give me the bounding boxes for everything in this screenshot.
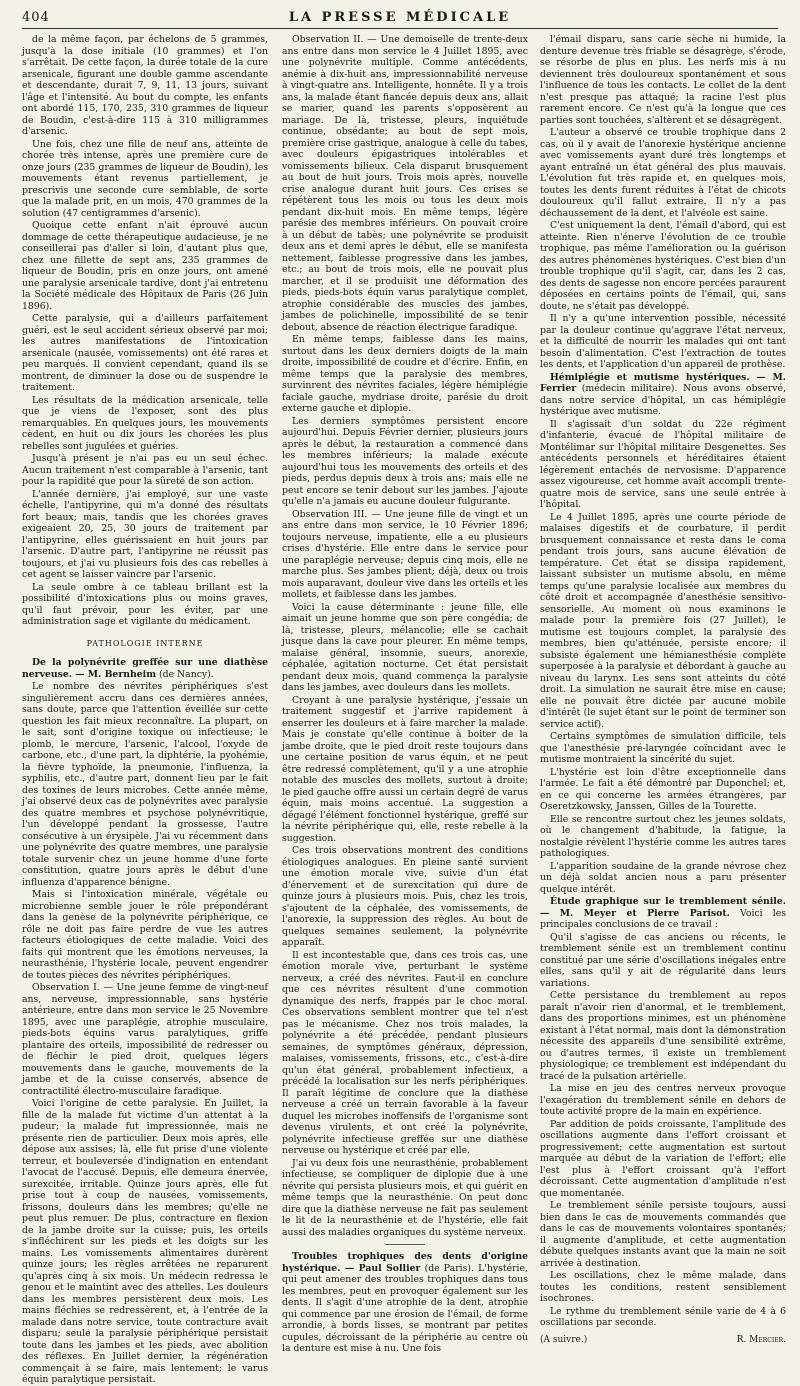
- section-title: PATHOLOGIE INTERNE: [86, 638, 204, 648]
- article-city: (de Paris).: [424, 1262, 474, 1274]
- to-be-continued: (A suivre.): [540, 1334, 588, 1345]
- paragraph: Cette persistance du tremblement au repos paraît n'avoir rien d'anormal, et le tremblement, dans des proportions minimes, est un phénomène existant à l'état normal, mais dont la démonstration nécessite des appareils d'une sensibilité extrême, ou d'autres termes, il existe un tremblement physiologique; ce tremblement est indépendant du tracé de la pulsation artérielle.: [540, 990, 786, 1082]
- paragraph: Mais si l'intoxication minérale, végétale ou microbienne semble jouer le rôle prépondérant dans la genèse de la polynévrite périphérique, ce rôle ne doit pas faire perdre de vue les autres facteurs étiologiques de cette maladie. Voici des faits qui montrent que les émotions nerveuses, la neurasthénie, l'hystérie locale, peuvent engendrer de toutes pièces des névrites périphériques.: [22, 889, 268, 981]
- paragraph: L'auteur a observé ce trouble trophique dans 2 cas, où il y avait de l'anorexie hystérique ancienne avec vomissements ayant duré très longtemps et ayant entraîné un état général des plus mauvais. L'évolution fut très rapide et, en quelques mois, toutes les dents furent réduites à l'état de chicots douloureux qu'il fallut extraire. Il n'y a pas déchaussement de la dent, et l'alvéole est saine.: [540, 127, 786, 219]
- paragraph: Voici la cause déterminante : jeune fille, elle aimait un jeune homme que son père congédia; de là, tristesse, pleurs, mélancolie; elle se cachait jusque dans la cave pour pleurer. En même temps, malaise général, insomnie, sueurs, anorexie, céphalée, agitation nocturne. Cet état persistait pendant deux mois, quand commença la paralysie dans les jambes, avec douleurs dans les mollets.: [282, 601, 528, 693]
- paragraph: J'ai vu deux fois une neurasthénie, probablement infectieuse, se compliquer de diplopie due à une névrite qui persista plusieurs mois, et qui guérit en même temps que la neurasthénie. On peut donc dire que la diathèse nerveuse ne fait pas seulement le lit de la neurasthénie et de l'hystérie, elle fait aussi des maladies organiques du système nerveux.: [282, 1157, 528, 1238]
- paragraph: En même temps, faiblesse dans les mains, surtout dans les deux derniers doigts de la main droite, impossibilité de coudre et d'écrire. Enfin, en même temps que la paralysie des membres, survinrent des névrites faciales, légère hémiplégie faciale gauche, mydriase droite, parésie du droit externe gauche et diplopie.: [282, 334, 528, 414]
- paragraph: Les résultats de la médication arsenicale, telle que je viens de l'exposer, sont des plus remarquables. En quelques jours, les mouvements cèdent, en huit ou dix jours les chorées les plus rebelles sont jugulées et guéries.: [22, 394, 268, 452]
- paragraph: Qu'il s'agisse de cas anciens ou récents, le tremblement sénile est un tremblement continu constitué par une série d'oscillations inégales entre elles, sans qu'il y ait de régularité dans leurs variations.: [540, 931, 786, 989]
- paragraph: Le rythme du tremblement sénile varie de 4 à 6 oscillations par seconde.: [540, 1305, 786, 1328]
- paragraph: Les derniers symptômes persistent encore aujourd'hui. Depuis Février dernier, plusieurs jours après le début, la restauration a commencé dans les membres inférieurs; la malade exécute aujourd'hui tous les mouvements des orteils et des pieds, perdus depuis deux à trois ans; mais elle ne peut encore se tenir debout sur les jambes. J'ajoute qu'elle n'a jamais eu aucune douleur fulgurante.: [282, 415, 528, 507]
- paragraph: Une fois, chez une fille de neuf ans, atteinte de chorée très intense, après une première cure de onze jours (235 grammes de liqueur de Boudin), les mouvements étant revenus partiellement, je prescrivis une seconde cure semblable, de sorte que la malade prit, en un mois, 470 grammes de la solution (47 centigrammes d'arsenic).: [22, 138, 268, 219]
- paragraph: Les oscillations, chez le même malade, dans toutes les conditions, restent sensiblement isochrones.: [540, 1270, 786, 1304]
- column-2: [282, 34, 528, 1354]
- paragraph: Il s'agissait d'un soldat du 22e régiment d'infanterie, évacué de l'hôpital militaire de Montélimar sur l'hôpital militaire Desgenettes. Ses antécédents personnels et héréditaires étaient légèrement entachés de nervosisme. D'apparence assez vigoureuse, cet homme avait accompli trente-quatre mois de service, sans une seule entrée à l'hôpital.: [540, 418, 786, 510]
- paragraph: La mise en jeu des centres nerveux provoque l'exagération du tremblement sénile en dehors de toute activité propre de la main en expérience.: [540, 1083, 786, 1117]
- article-text: Voici les principales conclusions de ce travail :: [540, 907, 786, 930]
- article-title: De la polynévrite greffée sur une diathèse nerveuse. — M. Bernheim: [22, 657, 268, 680]
- article-title: Hémiplégie et mutisme hystériques. — M. Ferrier: [540, 371, 786, 394]
- article-title: Étude graphique sur le tremblement sénile. — M. Meyer et Pierre Parisot.: [540, 896, 786, 919]
- paragraph: L'année dernière, j'ai employé, sur une vaste échelle, l'antipyrine, qui m'a donné des résultats fort beaux; mais, tandis que les chorées graves exigeaient 20, 25, 30 jours de traitement par l'antipyrine, elles guérissaient en huit jours par l'arsenic. D'autre part, l'antipyrine ne réussit pas toujours, et j'ai vu plusieurs fois des cas rebelles à cet agent se laisser vaincre par l'arsenic.: [22, 488, 268, 580]
- paragraph: Voici l'origine de cette paralysie. En Juillet, la fille de la malade fut victime d'un attentat à la pudeur; la malade fut impressionnée, mais ne présente rien de particulier. Deux mois après, elle dépose aux assises; là, elle fut prise d'une violente terreur, et bouleversée d'indignation en entendant l'avocat de l'accusé. Depuis, elle demeura énervée, surexcitée, irritable. Quinze jours après, elle fut prise tout à coup de nausées, vomissements, frissons, douleurs dans les membres; qu'elle ne peut plus remuer. De plus, contracture en flexion de la jambe droite sur la cuisse; puis, les orteils s'infléchirent sur les pieds et les doigts sur les mains. Les vomissements alimentaires durèrent quinze jours; les règles arrêtées ne reparurent qu'après cinq à six mois. Un médecin redressa le genou et le maintint avec des attelles. Les douleurs dans les membres persistèrent deux mois. Les mains fléchies se redressèrent, et, à l'entrée de la malade dans notre service, toute contracture avait disparu; seule la paralysie périphérique persistait toute dans les jambes et les pieds, avec abolition des réflexes. En Juillet dernier, la régénération commençait à se faire, mais lentement; le varus équin paralytique persistait.: [22, 1098, 268, 1385]
- article-city: (de Nancy).: [159, 668, 214, 680]
- journal-title: LA PRESSE MÉDICALE: [288, 10, 512, 25]
- signature: R. Mercier.: [736, 1334, 786, 1345]
- article-heading: [22, 657, 268, 680]
- article-heading: [540, 896, 786, 931]
- article-divider: [385, 1244, 425, 1245]
- paragraph: La seule ombre à ce tableau brillant est la possibilité d'intoxications plus ou moins graves, qu'il faut prévoir, pour les éviter, par une administration sage et vigilante du médicament.: [22, 581, 268, 627]
- paragraph: Il n'y a qu'une intervention possible, nécessité par la douleur continue qu'aggrave l'état nerveux, et la difficulté de nourrir les malades qui ont tant besoin d'alimentation. C'est l'extraction de toutes les dents, et l'application d'un appareil de prothèse.: [540, 313, 786, 370]
- paragraph: L'apparition soudaine de la grande névrose chez un déjà soldat ancien nous a paru présenter quelque intérêt.: [540, 860, 786, 895]
- page-header: [22, 6, 778, 29]
- paragraph: L'hystérie est loin d'être exceptionnelle dans l'armée. Le fait a été démontré par Duponchel; et, en ce qui concerne les armées étrangères, par Oseretzkowsky, Janssen, Gilles de la Tourette.: [540, 766, 786, 812]
- paragraph: Elle se rencontre surtout chez les jeunes soldats, où le changement d'habitude, la fatigue, la nostalgie révèlent l'hystérie comme les autres tares pathologiques.: [540, 813, 786, 859]
- article-title: Troubles trophiques des dents d'origine hystérique. — Paul Sollier: [282, 1251, 528, 1274]
- paragraph: Par addition de poids croissante, l'amplitude des oscillations augmente dans l'effort croissant et progressivement; cette augmentation est surtout marquée au début de la variation de l'effort; elle l'est plus à l'effort croissant qu'à l'effort décroissant. Cette augmentation d'amplitude n'est que momentanée.: [540, 1118, 786, 1199]
- article-text: (médecin militaire). Nous avons observé, dans notre service d'hôpital, un cas hémiplégie hystérique avec mutisme.: [540, 383, 786, 417]
- paragraph: Observation III. — Une jeune fille de vingt et un ans entre dans mon service, le 10 Février 1896; toujours nerveuse, impatiente, elle a eu plusieurs crises d'hystérie. Elle entre dans le service pour une paraplégie nerveuse; depuis cinq mois, elle ne marche plus. Ses jambes plient; déjà, deux ou trois mois auparavant, douleur vive dans les orteils et les mollets, et faiblesse dans les jambes.: [282, 508, 528, 600]
- paragraph: de la même façon, par échelons de 5 grammes, jusqu'à la dose initiale (10 grammes) et l'on s'arrêtait. De cette façon, la durée totale de la cure arsenicale, figurant une double gamme ascendante et descendante, durait 7, 9, 11, 13 jours, suivant l'âge et l'intensité. Au bout du compte, les enfants ont abordé 115, 170, 235, 310 grammes de liqueur de Boudin, c'est-à-dire 115 à 310 milligrammes d'arsenic.: [22, 34, 268, 137]
- paragraph: Cette paralysie, qui a d'ailleurs parfaitement guéri, est le seul accident sérieux observé par moi; les autres manifestations de l'intoxication arsenicale (nausée, vomissements) ont été rares et peu marqués. Il convient cependant, quand ils se montrent, de diminuer la dose ou de suspendre le traitement.: [22, 313, 268, 393]
- article-footer: [540, 1335, 786, 1347]
- article-text: L'hystérie, qui peut amener des troubles trophiques dans tous les membres, peut en provoquer également sur les dents. Il s'agit d'une atrophie de la dent, atrophie qui commence par une érosion de l'émail, de forme arrondie, à bords lisses, se montrant par petites cupules, décroissant de la périphérie au centre où la denture est mise à nu. Une fois: [282, 1262, 528, 1354]
- paragraph: C'est uniquement la dent, l'émail d'abord, qui est atteinte. Rien n'énerve l'évolution de ce trouble trophique, pas même l'amélioration ou la guérison des autres phénomènes hystériques. C'est bien d'un trouble trophique qu'il s'agit, car, dans les 2 cas, des dents de sagesse non encore percées paraurent déposées en certains points de l'émail, qui, sans doute, ne s'était pas développé.: [540, 220, 786, 312]
- paragraph: Ces trois observations montrent des conditions étiologiques analogues. En pleine santé survient une émotion morale vive, suivie d'un état d'énervement et de surexcitation qui dure de quinze jours à plusieurs mois. Puis, chez les trois, s'ajoutent de la céphalée, des vomissements, de l'anorexie, la suppression des règles. Au bout de quelques semaines seulement, la polynévrite apparaît.: [282, 845, 528, 948]
- paragraph: Jusqu'à présent je n'ai pas eu un seul échec. Aucun traitement n'est comparable à l'arsenic, tant pour la rapidité que pour la sûreté de son action.: [22, 453, 268, 487]
- paragraph: Il est incontestable que, dans ces trois cas, une émotion morale vive, perturbant le système nerveux, a créé des névrites. Faut-il en conclure que ces névrites résultent d'une commotion dynamique des nerfs, frappés par le choc moral. Ces observations semblent montrer que tel n'est pas le mécanisme. Chez nos trois malades, la polynévrite a été précédée, pendant plusieurs semaines, de symptômes généraux, dépression, malaises, vomissements, frissons, etc., c'est-à-dire qu'un état général, probablement infectieux, a précédé la localisation sur les nerfs périphériques. Il paraît légitime de conclure que la diathèse nerveuse a créé un terrain favorable à la faveur duquel les microbes inoffensifs de l'organisme sont devenus virulents, et ont créé la polynévrite, polynévrite infectieuse greffée sur une diathèse nerveuse ou hystérique et créé par elle.: [282, 949, 528, 1156]
- article-heading: [540, 372, 786, 418]
- column-3: [540, 34, 786, 1345]
- article-heading: [282, 1251, 528, 1355]
- page-number: 404: [22, 10, 50, 25]
- column-1: [22, 34, 268, 1385]
- paragraph: Observation II. — Une demoiselle de trente-deux ans entre dans mon service le 4 Juillet 1895, avec une polynévrite multiple. Comme antécédents, anémie à dix-huit ans, impressionnabilité nerveuse à vingt-quatre ans. Intelligente, honnête. Il y a trois ans, la malade étant fiancée depuis deux ans, allait se marier, quand les parents s'opposèrent au mariage. De là, tristesse, pleurs, inquiétude continue, obsédante; au bout de sept mois, première crise gastrique, analogue à celle du tabes, avec douleurs épigastriques intolérables et vomissements bilieux. Cela disparut brusquement au bout de huit jours. Trois mois après, nouvelle crise analogue durant huit jours. Ces crises se répétèrent tous les mois ou tous les deux mois pendant dix-huit mois. En même temps, légère parésie des membres inférieurs. On pouvait croire à un début de tabès; une polynévrite se produisit deux ans et demi après le début, elle se manifesta nettement, faiblesse progressive dans les jambes, etc.; au bout de trois mois, elle ne pouvait plus marcher, et il se produisit une déformation des pieds, pieds-bots équin varus paralytique complet, atrophie considérable des muscles des jambes, jambes de polichinelle, impossibilité de se tenir debout, absence de réaction électrique faradique.: [282, 34, 528, 333]
- paragraph: Observation I. — Une jeune femme de vingt-neuf ans, nerveuse, impressionnable, sans hystérie antérieure, entre dans mon service le 25 Novembre 1895, avec une paraplégie, atrophie musculaire, pieds-bots équins varus paralytiques, griffe plantaire des orteils, impossibilité de redresser ou de fléchir le pied droit, quelques légers mouvements dans le gauche, mouvements de la jambe et de la cuisse conservés, absence de contractilité électro-musculaire faradique.: [22, 982, 268, 1097]
- paragraph: Le nombre des névrites périphériques s'est singulièrement accru dans ces dernières années, sans doute, parce que l'attention éveillée sur cette question les fait mieux reconnaître. La plupart, on le sait, sont d'origine toxique ou infectieuse; le plomb, le mercure, l'arsenic, l'alcool, l'oxyde de carbone, etc., d'une part, la diphtérie, la pyohémie, la fièvre typhoïde, la pneumonie, l'influenza, la syphilis, etc., d'autre part, donnent lieu par le fait des toxines de leurs microbes. Cette année même, j'ai observé deux cas de polynévrites avec paralysie des quatre membres et psychose polynévritique, l'un développé pendant la grossesse, l'autre consécutive à un érysipèle. J'ai vu récemment dans une polynévrite des quatre membres, une paralysie totale survenir chez un jeune homme d'une forte constitution, quatre jours après le début d'une influenza d'apparence bénigne.: [22, 681, 268, 888]
- paragraph: Quoique cette enfant n'ait éprouvé aucun dommage de cette thérapeutique audacieuse, je ne conseillerai pas d'aller si loin, d'autant plus que, chez une fillette de sept ans, 235 grammes de liqueur de Boudin, pris en onze jours, ont amené une paralysie arsenicale tardive, dont j'ai entretenu la Société médicale des Hôpitaux de Paris (26 Juin 1896).: [22, 220, 268, 312]
- paragraph: Certains symptômes de simulation difficile, tels que l'anesthésie pré-laryngée coïncidant avec le mutisme montraient la sincérité du sujet.: [540, 731, 786, 765]
- paragraph: Le tremblement sénile persiste toujours, aussi bien dans le cas de mouvements commandés que dans le cas de mouvements volontaires spontanés; il augmente d'amplitude, et cette augmentation débute quelques instants avant que la main ne soit arrivée à destination.: [540, 1200, 786, 1269]
- paragraph: Croyant à une paralysie hystérique, j'essaie un traitement suggestif et j'arrive rapidement à enserrer les douleurs et à faire marcher la malade. Mais je constate qu'elle continue à boiter de la jambe droite, que le pied droit reste toujours dans une certaine position de varus équin, et ne peut être redressé complètement, qu'il y a une atrophie notable des muscles des mollets, surtout à droite; le pied gauche offre aussi un certain degré de varus équin, mais moins accentué. La suggestion a dégagé l'élément fonctionnel hystérique, greffé sur la névrite périphérique qui, elle, reste rebelle à la suggestion.: [282, 694, 528, 844]
- paragraph: Le 4 Juillet 1895, après une courte période de malaises digestifs et de courbature, il perdit brusquement connaissance et resta dans le coma pendant trois jours, sans aucune élévation de température. Cet état se dissipa rapidement, laissant subsister un mutisme absolu, en même temps qu'une paralysie localisée aux membres du côté droit et accompagnée d'anesthésie sensitivo-sensorielle. Au moment où nous examinons le malade pour la première fois (27 Juillet), le mutisme est toujours complet, la paralysie des membres, bien qu'atténuée, persiste encore; il subsiste également une hémianesthésie complète superposée à la paralysie et débordant à gauche au niveau du larynx. Les sens sont atteints du côté droit. La simulation ne saurait être mise en cause; elle ne pouvait être dictée par aucune mobile d'intérêt (le sujet étant sur le point de terminer son service actif).: [540, 511, 786, 730]
- paragraph: l'émail disparu, sans carie sèche ni humide, la denture devenue très friable se désagrège, s'érode, se résorbe de plus en plus. Les nerfs mis à nu deviennent très douloureux spontanément et sous l'influence de tous les contacts. Le collet de la dent n'est presque pas attaqué; la racine l'est plus rarement encore. Ce n'est qu'à la longue que ces parties sont touchées, s'altèrent et se désagrègent.: [540, 34, 786, 126]
